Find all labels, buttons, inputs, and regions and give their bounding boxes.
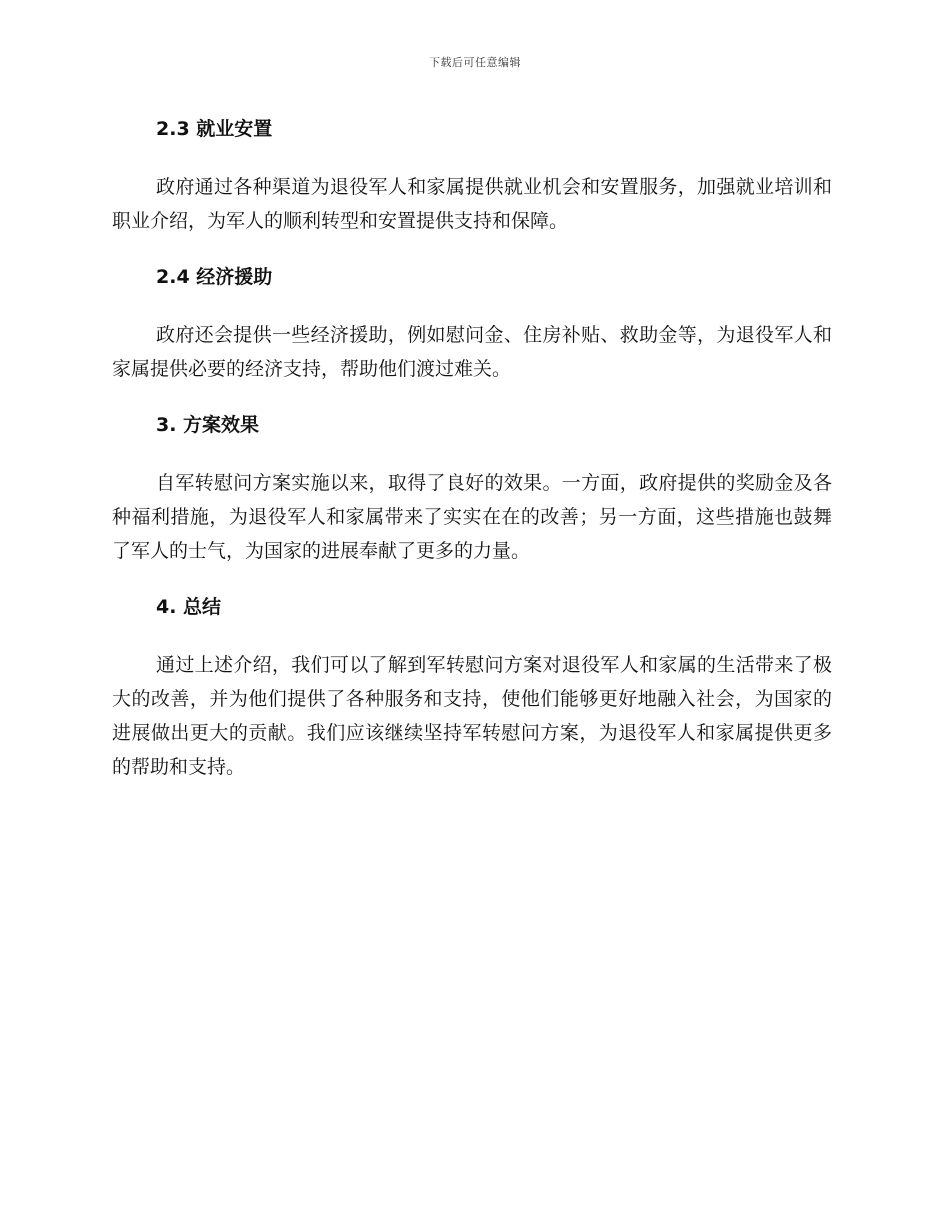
page-header: 下载后可任意编辑 [429,56,521,69]
section-paragraph-employment: 政府通过各种渠道为退役军人和家属提供就业机会和安置服务，加强就业培训和职业介绍，为军人的顺利转型和安置提供支持和保障。 [112,176,832,232]
section-heading-summary: 4. 总结 [156,596,222,618]
section-paragraph-summary: 通过上述介绍，我们可以了解到军转慰问方案对退役军人和家属的生活带来了极大的改善，并为他们提供了各种服务和支持，使他们能够更好地融入社会，为国家的进展做出更大的贡献。我们应该继续坚持军转慰问方案，为退役军人和家属提供更多的帮助和支持。 [112,654,832,778]
section-heading-employment: 2.3 就业安置 [156,118,273,140]
document-body [112,114,832,784]
section-paragraph-program-effect: 自军转慰问方案实施以来，取得了良好的效果。一方面，政府提供的奖励金及各种福利措施，为退役军人和家属带来了实实在在的改善；另一方面，这些措施也鼓舞了军人的士气，为国家的进展奉献了更多的力量。 [112,472,832,562]
section-paragraph-economic-aid: 政府还会提供一些经济援助，例如慰问金、住房补贴、救助金等，为退役军人和家属提供必要的经济支持，帮助他们渡过难关。 [112,324,832,380]
section-heading-economic-aid: 2.4 经济援助 [156,266,273,288]
section-heading-program-effect: 3. 方案效果 [156,414,260,436]
